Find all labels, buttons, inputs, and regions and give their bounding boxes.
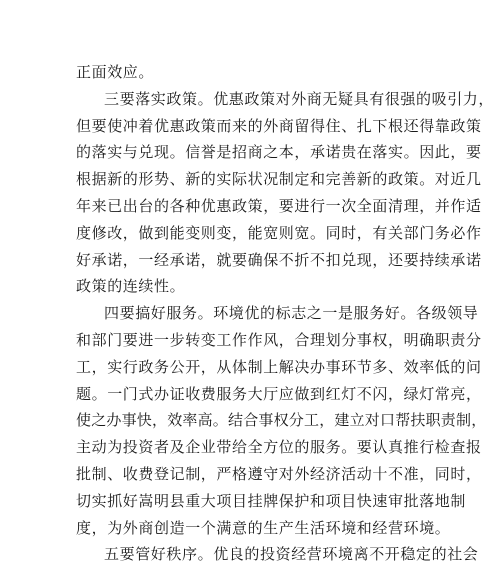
- text-line-17: 切实抓好嵩明县重大项目挂牌保护和项目快速审批落地制: [76, 491, 467, 510]
- text-line-7: 度修改，做到能变则变，能宽则宽。同时，有关部门务必作: [76, 223, 482, 242]
- text-line-6: 年来已出台的各种优惠政策，要进行一次全面清理，并作适: [76, 197, 482, 215]
- text-line-14: 使之办事快，效率高。结合事权分工，建立对口帮扶职责制，: [76, 411, 487, 430]
- text-line-18: 度，为外商创造一个满意的生产生活环境和经营环境。: [76, 518, 451, 537]
- text-line-9: 政策的连续性。: [76, 277, 186, 296]
- text-line-4: 的落实与兑现。信誉是招商之本，承诺贵在落实。因此，要: [76, 143, 482, 162]
- text-line-11: 和部门要进一步转变工作作风，合理划分事权，明确职责分: [76, 331, 482, 349]
- text-line-15: 主动为投资者及企业带给全方位的服务。要认真推行检查报: [76, 438, 482, 457]
- text-line-10: 四要搞好服务。环境优的标志之一是服务好。各级领导: [104, 304, 479, 323]
- text-line-1: 正面效应。: [76, 63, 155, 81]
- text-line-12: 工，实行政务公开，从体制上解决办事环节多、效率低的问: [76, 357, 482, 376]
- text-line-8: 好承诺，一经承诺，就要确保不折不扣兑现，还要持续承诺: [76, 250, 482, 269]
- text-line-3: 但要使冲着优惠政策而来的外商留得住、扎下根还得靠政策: [76, 116, 482, 135]
- text-line-13: 题。一门式办证收费服务大厅应做到红灯不闪，绿灯常亮，: [76, 384, 482, 403]
- text-line-19: 五要管好秩序。优良的投资经营环境离不开稳定的社会: [104, 545, 479, 564]
- text-line-2: 三要落实政策。优惠政策对外商无疑具有很强的吸引力，: [104, 89, 495, 108]
- text-line-5: 根据新的形势、新的实际状况制定和完善新的政策。对近几: [76, 170, 482, 189]
- text-line-16: 批制、收费登记制，严格遵守对外经济活动十不准，同时，: [76, 465, 482, 483]
